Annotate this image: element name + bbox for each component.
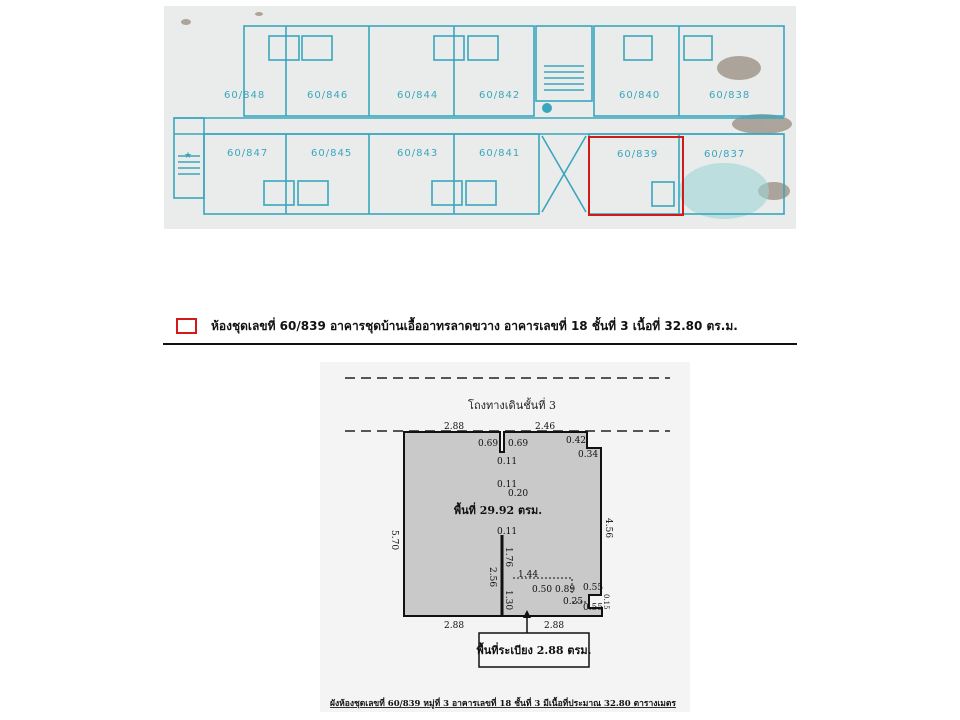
dim-p055b: 0.55 — [583, 603, 604, 613]
legend-text: ห้องชุดเลขที่ 60/839 อาคารชุดบ้านเอื้ออาทรลาดขวาง อาคารเลขที่ 18 ชั้นที่ 3 เนื้อที่ 32.80 ตร.ม. — [211, 318, 738, 333]
dim-wall-left-a: 0.69 — [478, 439, 499, 449]
building-floor-plan — [164, 6, 796, 229]
unit-label: 60/848 — [224, 90, 266, 101]
balcony-label: พื้นที่ระเบียง 2.88 ตรม. — [476, 644, 592, 657]
dim-p176: 1.76 — [503, 547, 513, 568]
area-label: พื้นที่ 29.92 ตรม. — [453, 504, 543, 517]
dim-p050: 0.50 — [532, 585, 553, 595]
unit-floor-plan — [320, 362, 690, 712]
unit-label: 60/841 — [479, 148, 521, 159]
dim-p130: 1.30 — [503, 590, 513, 611]
dim-bottom-left: 2.88 — [444, 621, 465, 631]
dim-p144: 1.44 — [518, 570, 539, 580]
legend-divider — [163, 343, 797, 345]
dim-mid-a: 0.11 — [497, 480, 518, 490]
unit-label: 60/842 — [479, 90, 521, 101]
dim-bottom-right: 2.88 — [544, 621, 565, 631]
dim-top-right: 2.46 — [535, 422, 556, 432]
unit-label: 60/845 — [311, 148, 353, 159]
dim-top-left: 2.88 — [444, 422, 465, 432]
legend — [176, 316, 738, 336]
dim-corner-w: 0.42 — [566, 436, 587, 446]
dim-corner-h: 0.34 — [578, 450, 599, 460]
dim-p025: 0.25 — [563, 597, 584, 607]
legend-red-box — [176, 318, 197, 334]
dim-p055a: 0.55 — [583, 583, 604, 593]
unit-label: 60/839 — [617, 149, 659, 160]
unit-label: 60/840 — [619, 90, 661, 101]
dim-mid-b: 0.20 — [508, 489, 529, 499]
teal-smudge — [679, 163, 769, 219]
compass-marker — [542, 103, 552, 113]
dim-wall-gap: 0.11 — [497, 457, 518, 467]
unit-label: 60/843 — [397, 148, 439, 159]
plan-caption: ผังห้องชุดเลขที่ 60/839 หมู่ที่ 3 อาคารเลขที่ 18 ชั้นที่ 3 มีเนื้อที่ประมาณ 32.80 ตารางเมตร — [330, 699, 676, 709]
unit-label: 60/838 — [709, 90, 751, 101]
unit-label: 60/846 — [307, 90, 349, 101]
dim-left-height: 5.70 — [389, 530, 399, 551]
corridor-label: โถงทางเดินชั้นที่ 3 — [468, 399, 556, 412]
unit-label: 60/847 — [227, 148, 269, 159]
unit-label: 60/837 — [704, 149, 746, 160]
dim-p089: 0.89 — [555, 585, 576, 595]
dim-wall-left-b: 0.69 — [508, 439, 529, 449]
dim-mid-c: 0.11 — [497, 527, 518, 537]
dim-p256: 2.56 — [487, 567, 497, 588]
dim-p015: 0.15 — [602, 594, 610, 610]
dim-right-height: 4.56 — [603, 518, 613, 539]
unit-label: 60/844 — [397, 90, 439, 101]
arrow-marker: ★ — [183, 151, 193, 161]
